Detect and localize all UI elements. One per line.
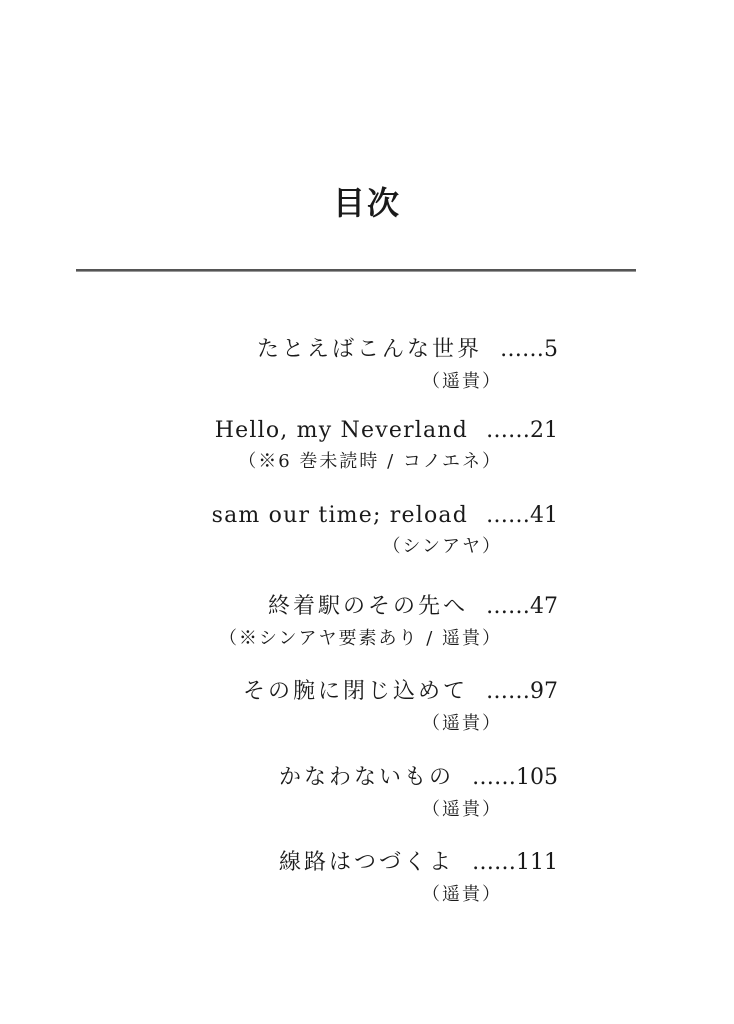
toc-entry[interactable] [243, 674, 558, 735]
toc-entry-page: ……97 [486, 679, 558, 704]
toc-entry-note: （遥貴） [422, 713, 502, 734]
toc-entry-title: 線路はつづくよ [278, 850, 454, 875]
toc-entry-page: ……5 [500, 337, 558, 362]
toc-entry-title: sam our time; reload [211, 503, 468, 528]
toc-entry-note: （遥貴） [422, 371, 502, 392]
toc-entry-note: （※6 巻未読時 / コノエネ） [238, 451, 502, 472]
toc-entry[interactable] [212, 503, 558, 558]
toc-entry-line [279, 760, 558, 791]
toc-entry-title: 終着駅のその先へ [267, 594, 468, 619]
toc-entry[interactable] [215, 418, 558, 473]
toc-entry-title: かなわないもの [278, 765, 454, 790]
toc-entry-page: ……41 [486, 503, 558, 528]
toc-entry-page: ……47 [486, 594, 558, 619]
toc-entry-page: ……21 [486, 418, 558, 443]
toc-entry-line [279, 845, 558, 876]
toc-entry-title: たとえばこんな世界 [256, 337, 482, 362]
toc-entry-line [212, 503, 558, 528]
toc-entry[interactable] [257, 332, 558, 393]
toc-entry-note: （遥貴） [422, 799, 502, 820]
toc-entry-page: ……105 [472, 765, 558, 790]
toc-entry-title: Hello, my Neverland [214, 418, 468, 443]
toc-entry[interactable] [219, 589, 558, 650]
toc-entry-line [243, 674, 558, 705]
toc-entry-note: （シンアヤ） [382, 536, 502, 557]
toc-entry[interactable] [279, 845, 558, 906]
toc-entry-note: （※シンアヤ要素あり / 遥貴） [218, 628, 502, 649]
toc-entry-note: （遥貴） [422, 884, 502, 905]
toc-entry-title: その腕に閉じ込めて [242, 679, 468, 704]
toc-entry-line [219, 589, 558, 620]
page-title: 目次 [332, 184, 401, 222]
toc-entry-line [215, 418, 558, 443]
toc-entry-page: ……111 [472, 850, 558, 875]
toc-entry[interactable] [279, 760, 558, 821]
toc-entry-line [257, 332, 558, 363]
